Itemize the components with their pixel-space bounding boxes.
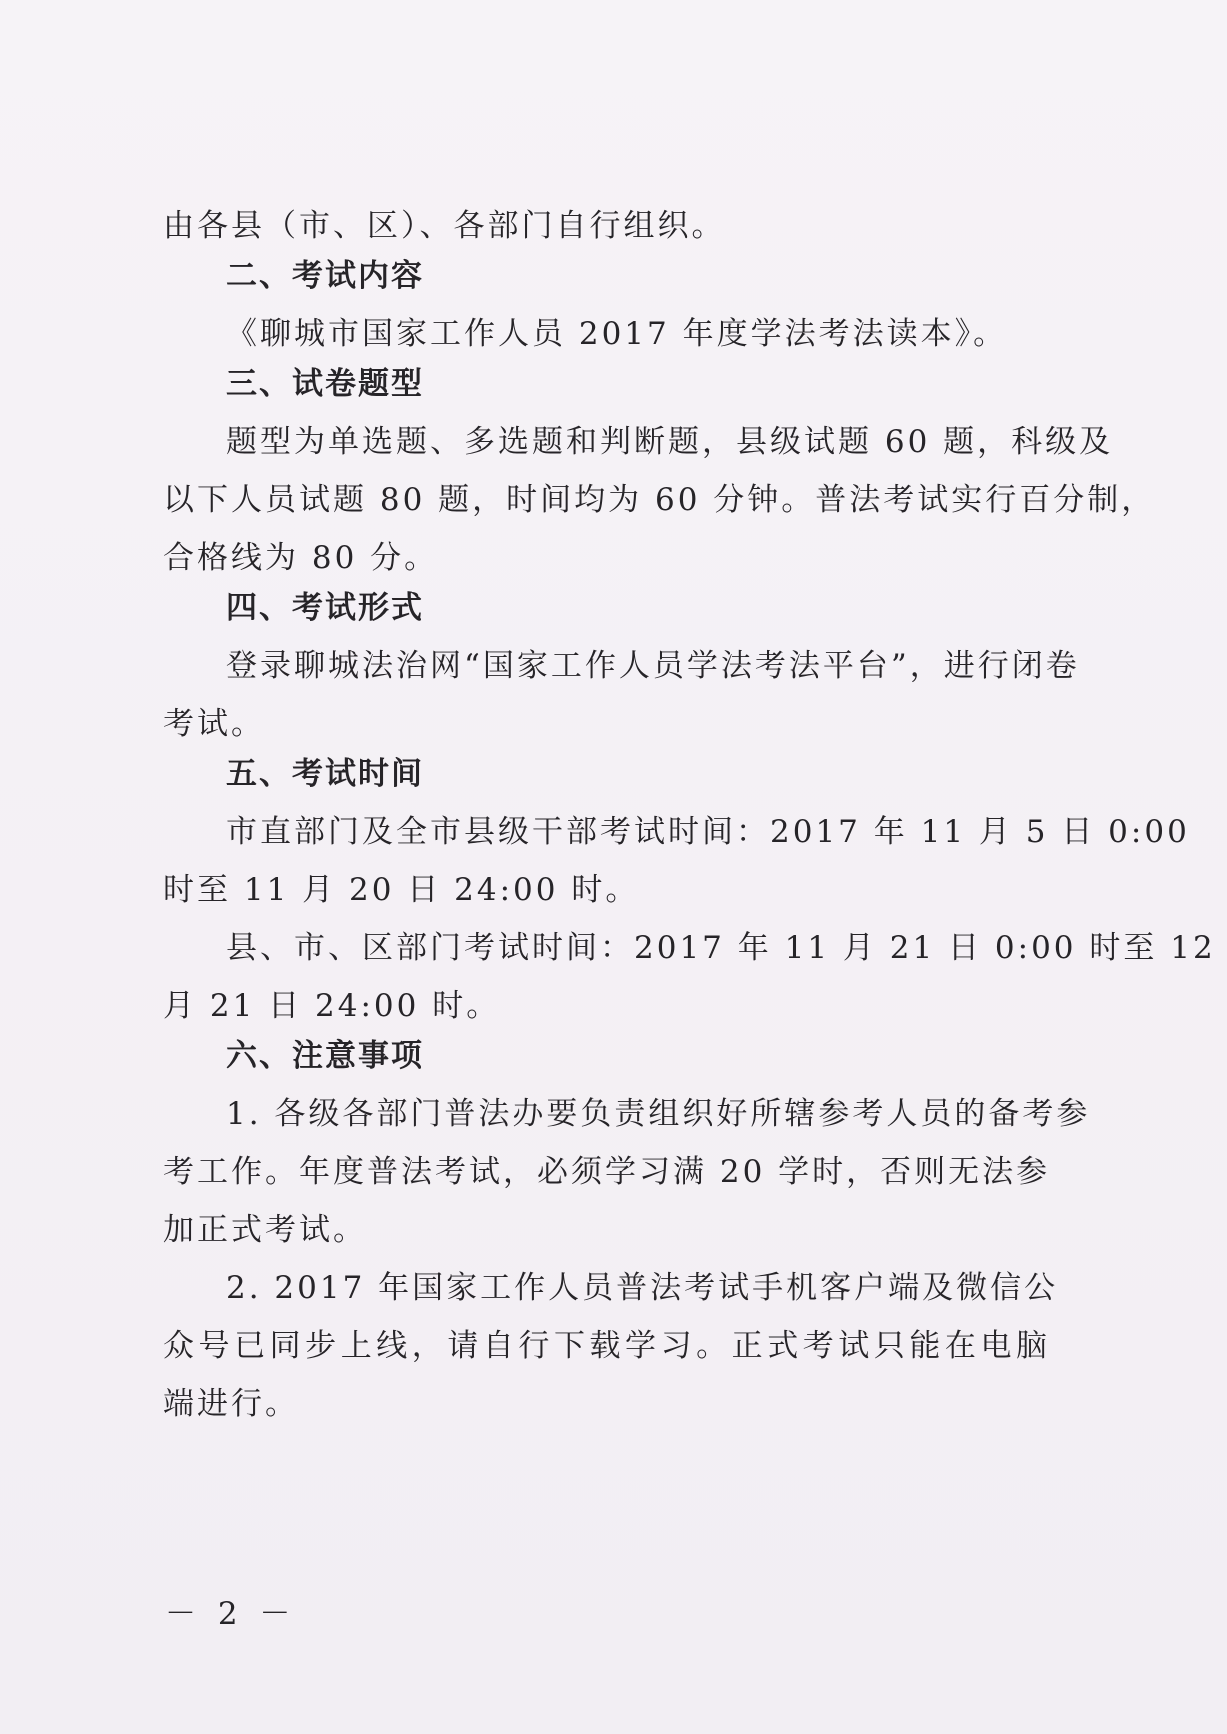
paragraph-line: 合格线为 80 分。 [163, 540, 439, 576]
paragraph-line: 以下人员试题 80 题，时间均为 60 分钟。普法考试实行百分制， [163, 482, 1156, 518]
section-heading-exam-form: 四、考试形式 [226, 590, 424, 626]
paragraph-line: 考试。 [163, 706, 265, 742]
paragraph-line: 登录聊城法治网“国家工作人员学法考法平台”，进行闭卷 [226, 648, 1080, 684]
page-number: － 2 － [165, 1596, 297, 1632]
section-heading-paper-type: 三、试卷题型 [226, 366, 424, 402]
paragraph-line: 县、市、区部门考试时间：2017 年 11 月 21 日 0:00 时至 12 [226, 930, 1216, 966]
paragraph-line: 众号已同步上线，请自行下载学习。正式考试只能在电脑 [163, 1328, 1050, 1364]
section-heading-notes: 六、注意事项 [226, 1038, 424, 1074]
paragraph-line: 加正式考试。 [163, 1212, 367, 1248]
paragraph-line: 端进行。 [163, 1386, 299, 1422]
paragraph-line: 时至 11 月 20 日 24:00 时。 [163, 872, 640, 908]
paragraph-line: 题型为单选题、多选题和判断题，县级试题 60 题，科级及 [226, 424, 1114, 460]
section-heading-content: 二、考试内容 [226, 258, 424, 294]
paragraph-line: 市直部门及全市县级干部考试时间：2017 年 11 月 5 日 0:00 [226, 814, 1190, 850]
paragraph-line: 《聊城市国家工作人员 2017 年度学法考法读本》。 [226, 316, 1008, 352]
section-heading-exam-time: 五、考试时间 [226, 756, 424, 792]
paragraph-line: 2. 2017 年国家工作人员普法考试手机客户端及微信公 [226, 1270, 1059, 1306]
paragraph-line: 月 21 日 24:00 时。 [163, 988, 501, 1024]
paragraph-line: 1. 各级各部门普法办要负责组织好所辖参考人员的备考参 [226, 1096, 1091, 1132]
paragraph-line: 由各县（市、区）、各部门自行组织。 [163, 208, 726, 244]
paragraph-line: 考工作。年度普法考试，必须学习满 20 学时，否则无法参 [163, 1154, 1051, 1190]
